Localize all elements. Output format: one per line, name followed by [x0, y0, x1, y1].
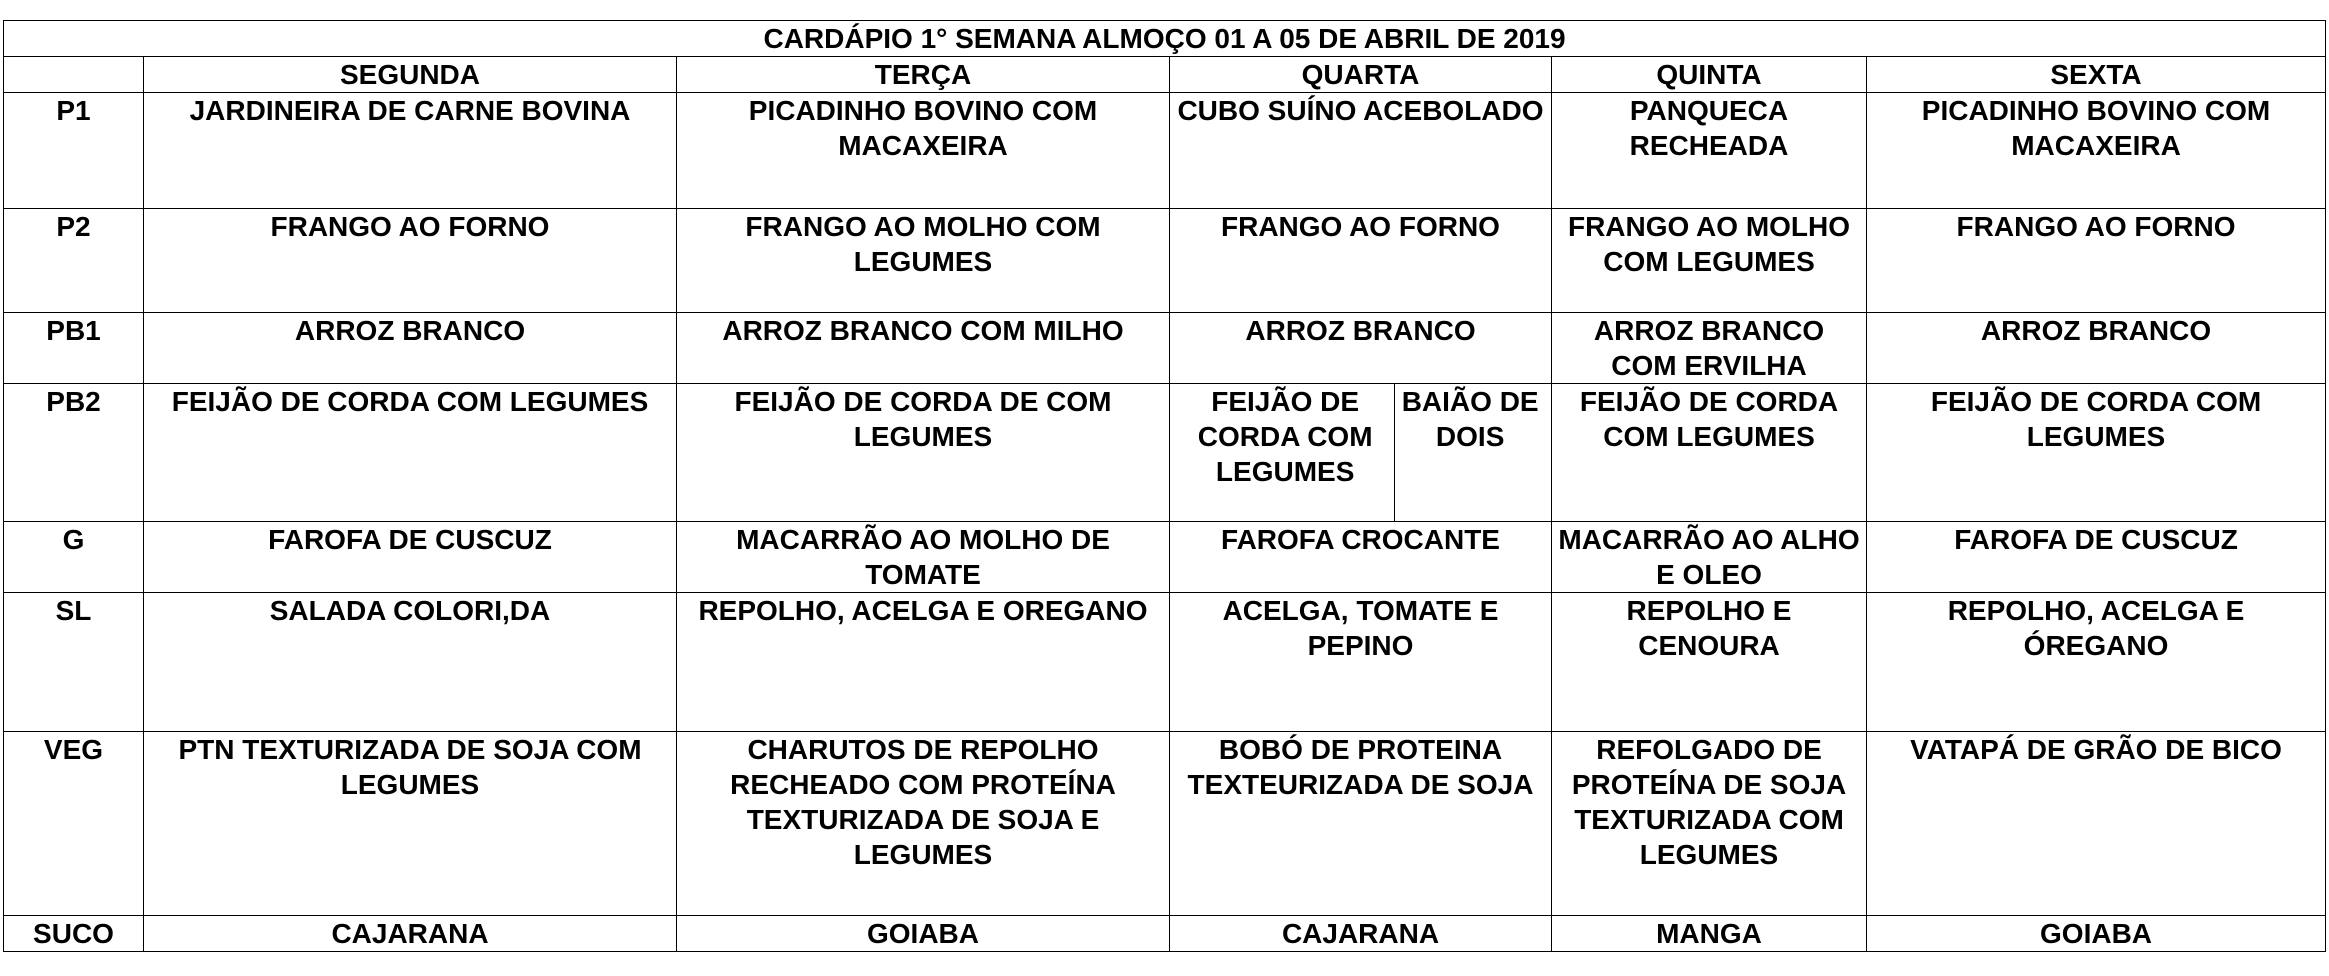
cell-pb1-quarta: ARROZ BRANCO: [1170, 313, 1552, 384]
row-label-suco: SUCO: [4, 916, 144, 952]
cell-p1-quinta: PANQUECA RECHEADA: [1552, 93, 1867, 209]
cell-veg-quarta: BOBÓ DE PROTEINA TEXTEURIZADA DE SOJA: [1170, 732, 1552, 916]
cell-veg-sexta: VATAPÁ DE GRÃO DE BICO: [1867, 732, 2326, 916]
menu-sheet: [3, 20, 2326, 952]
table-row-pb1: [4, 313, 2326, 384]
cell-sl-terca: REPOLHO, ACELGA E OREGANO: [677, 593, 1170, 732]
cell-suco-quarta: CAJARANA: [1170, 916, 1552, 952]
cell-g-quarta: FAROFA CROCANTE: [1170, 522, 1552, 593]
cell-g-terca: MACARRÃO AO MOLHO DE TOMATE: [677, 522, 1170, 593]
cell-p1-quarta: CUBO SUÍNO ACEBOLADO: [1170, 93, 1552, 209]
table-row-g: [4, 522, 2326, 593]
row-label-pb2: PB2: [4, 384, 144, 522]
cell-g-sexta: FAROFA DE CUSCUZ: [1867, 522, 2326, 593]
days-header-row: [4, 57, 2326, 93]
day-header-segunda: SEGUNDA: [144, 57, 677, 93]
row-label-p2: P2: [4, 209, 144, 313]
corner-cell: [4, 57, 144, 93]
day-header-sexta: SEXTA: [1867, 57, 2326, 93]
cell-g-segunda: FAROFA DE CUSCUZ: [144, 522, 677, 593]
cell-pb2-sexta: FEIJÃO DE CORDA COM LEGUMES: [1867, 384, 2326, 522]
cell-p2-terca: FRANGO AO MOLHO COM LEGUMES: [677, 209, 1170, 313]
table-row-pb2: [4, 384, 2326, 522]
cell-veg-quinta: REFOLGADO DE PROTEÍNA DE SOJA TEXTURIZADA COM LEGUMES: [1552, 732, 1867, 916]
menu-title: CARDÁPIO 1° SEMANA ALMOÇO 01 A 05 DE ABRIL DE 2019: [4, 21, 2326, 57]
cell-pb2-quarta-feijao: FEIJÃO DE CORDA COM LEGUMES: [1176, 384, 1395, 521]
cell-suco-segunda: CAJARANA: [144, 916, 677, 952]
cell-p2-segunda: FRANGO AO FORNO: [144, 209, 677, 313]
cell-pb1-sexta: ARROZ BRANCO: [1867, 313, 2326, 384]
row-label-p1: P1: [4, 93, 144, 209]
cell-p1-segunda: JARDINEIRA DE CARNE BOVINA: [144, 93, 677, 209]
cell-p2-quarta: FRANGO AO FORNO: [1170, 209, 1552, 313]
cell-p2-quinta: FRANGO AO MOLHO COM LEGUMES: [1552, 209, 1867, 313]
row-label-g: G: [4, 522, 144, 593]
cell-p1-terca: PICADINHO BOVINO COM MACAXEIRA: [677, 93, 1170, 209]
cell-sl-sexta: REPOLHO, ACELGA E ÓREGANO: [1867, 593, 2326, 732]
cell-pb2-segunda: FEIJÃO DE CORDA COM LEGUMES: [144, 384, 677, 522]
cell-sl-quinta: REPOLHO E CENOURA: [1552, 593, 1867, 732]
cell-veg-terca: CHARUTOS DE REPOLHO RECHEADO COM PROTEÍNA TEXTURIZADA DE SOJA E LEGUMES: [677, 732, 1170, 916]
cell-suco-quinta: MANGA: [1552, 916, 1867, 952]
cell-suco-terca: GOIABA: [677, 916, 1170, 952]
cell-suco-sexta: GOIABA: [1867, 916, 2326, 952]
table-row-veg: [4, 732, 2326, 916]
cell-g-quinta: MACARRÃO AO ALHO E OLEO: [1552, 522, 1867, 593]
day-header-quarta: QUARTA: [1170, 57, 1552, 93]
cell-sl-segunda: SALADA COLORI,DA: [144, 593, 677, 732]
cell-pb2-quarta-baiao: BAIÃO DE DOIS: [1401, 386, 1539, 452]
day-header-terca: TERÇA: [677, 57, 1170, 93]
row-label-veg: VEG: [4, 732, 144, 916]
cell-veg-segunda: PTN TEXTURIZADA DE SOJA COM LEGUMES: [144, 732, 677, 916]
day-header-quinta: QUINTA: [1552, 57, 1867, 93]
title-row: [4, 21, 2326, 57]
row-label-pb1: PB1: [4, 313, 144, 384]
cell-pb1-terca: ARROZ BRANCO COM MILHO: [677, 313, 1170, 384]
row-label-sl: SL: [4, 593, 144, 732]
table-row-p2: [4, 209, 2326, 313]
cell-pb2-terca: FEIJÃO DE CORDA DE COM LEGUMES: [677, 384, 1170, 522]
table-row-suco: [4, 916, 2326, 952]
cell-sl-quarta: ACELGA, TOMATE E PEPINO: [1170, 593, 1552, 732]
table-row-p1: [4, 93, 2326, 209]
pb2-quarta-split: [1176, 384, 1545, 521]
cell-pb2-quinta: FEIJÃO DE CORDA COM LEGUMES: [1552, 384, 1867, 522]
cell-p1-sexta: PICADINHO BOVINO COM MACAXEIRA: [1867, 93, 2326, 209]
cell-pb2-quarta: [1170, 384, 1552, 522]
cell-pb1-quinta: ARROZ BRANCO COM ERVILHA: [1552, 313, 1867, 384]
cell-p2-sexta: FRANGO AO FORNO: [1867, 209, 2326, 313]
cell-pb1-segunda: ARROZ BRANCO: [144, 313, 677, 384]
menu-table: [3, 20, 2326, 952]
table-row-sl: [4, 593, 2326, 732]
